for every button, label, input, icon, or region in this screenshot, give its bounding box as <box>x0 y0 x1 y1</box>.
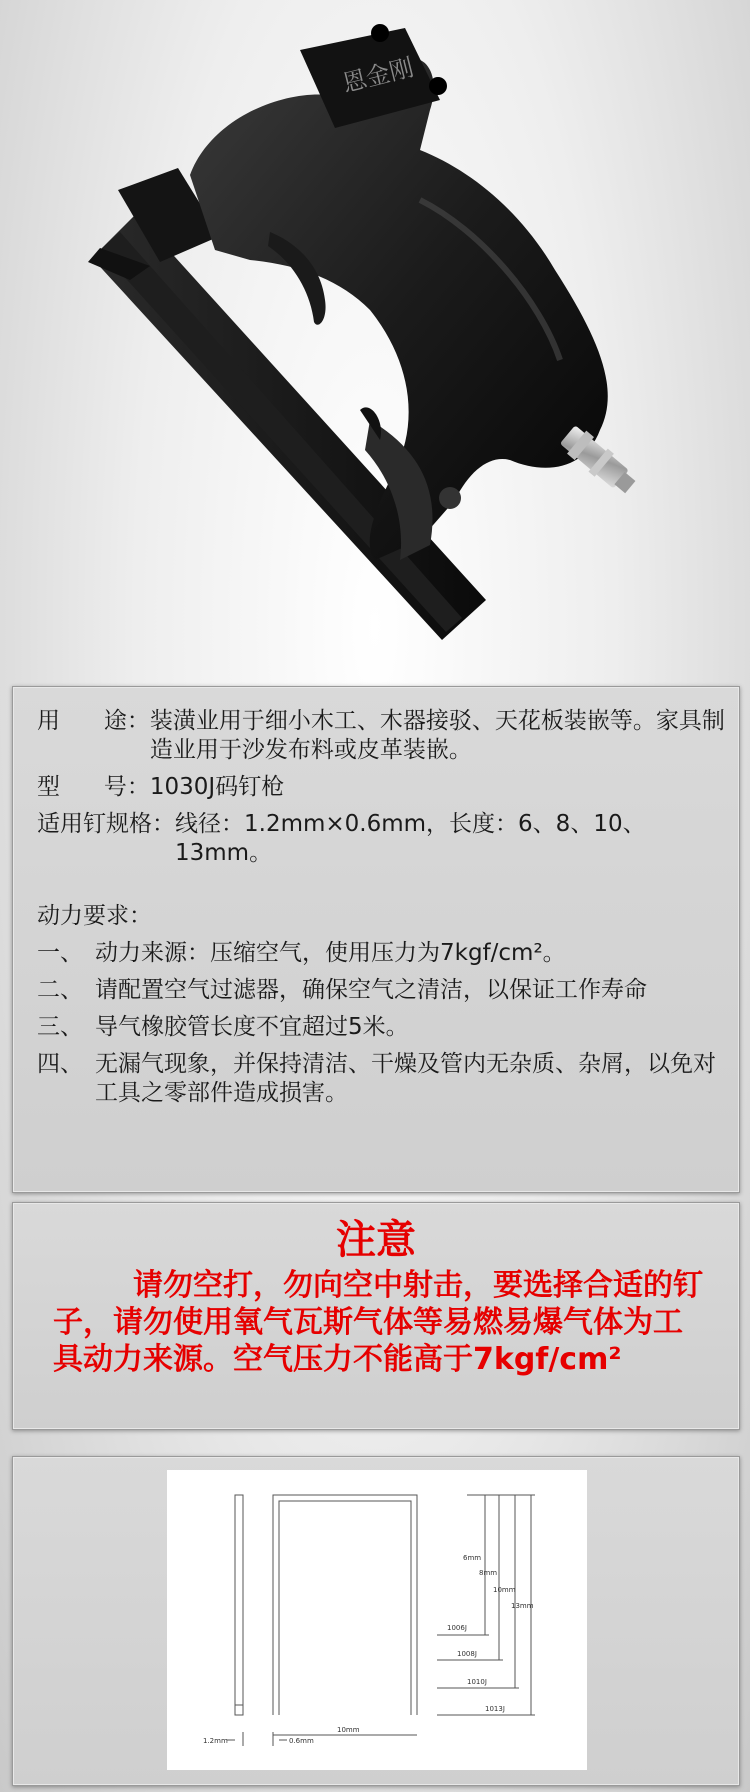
warning-panel <box>12 1202 740 1430</box>
model-1013j: 1013J <box>485 1705 505 1713</box>
nail-spec-row <box>37 810 725 868</box>
item-text: 请配置空气过滤器，确保空气之清洁，以保证工作寿命 <box>95 977 647 1003</box>
spec-panel <box>12 686 740 1193</box>
staple-front-view <box>273 1495 417 1715</box>
dim-8mm: 8mm <box>479 1569 498 1577</box>
power-item <box>37 976 725 1005</box>
dim-10mm: 10mm <box>493 1586 516 1594</box>
dim-thick-0-6mm: 0.6mm <box>289 1737 314 1745</box>
brand-logo-text: 恩金刚 <box>339 53 417 98</box>
usage-text: 装潢业用于细小木工、木器接驳、天花板装嵌等。家具制造业用于沙发布料或皮革装嵌。 <box>149 708 725 763</box>
power-heading: 动力要求： <box>37 903 152 929</box>
staple-diagram-svg <box>167 1470 587 1770</box>
model-value: 1030J码钉枪 <box>149 774 285 800</box>
model-1006j: 1006J <box>447 1624 467 1632</box>
power-item <box>37 1013 725 1042</box>
power-item <box>37 1050 725 1108</box>
item-text: 动力来源：压缩空气，使用压力为7kgf/cm²。 <box>95 940 566 966</box>
item-text: 导气橡胶管长度不宜超过5米。 <box>95 1014 409 1040</box>
warning-title: 注意 <box>336 1216 416 1263</box>
dim-width-10mm: 10mm <box>337 1726 360 1734</box>
staple-dimension-diagram <box>167 1470 587 1770</box>
staple-gun-image <box>0 0 750 680</box>
item-number: 二、 <box>37 977 83 1003</box>
model-1008j: 1008J <box>457 1650 477 1658</box>
item-number: 一、 <box>37 940 83 966</box>
model-1010j: 1010J <box>467 1678 487 1686</box>
diagram-panel <box>12 1456 740 1786</box>
dim-6mm: 6mm <box>463 1554 482 1562</box>
item-text: 无漏气现象，并保持清洁、干燥及管内无杂质、杂屑，以免对工具之零部件造成损害。 <box>95 1051 716 1106</box>
model-label: 型 号： <box>37 774 150 800</box>
item-number: 三、 <box>37 1014 83 1040</box>
dim-13mm: 13mm <box>511 1602 534 1610</box>
dim-wire-1-2mm: 1.2mm <box>203 1737 228 1745</box>
warning-body: 请勿空打，勿向空中射击，要选择合适的钉子，请勿使用氧气瓦斯气体等易燃易爆气体为工具动力来源。空气压力不能高于7kgf/cm² <box>53 1268 703 1377</box>
usage-label: 用 途： <box>37 708 150 734</box>
power-item <box>37 939 725 968</box>
item-number: 四、 <box>37 1051 83 1077</box>
model-row <box>37 773 725 802</box>
nail-spec-label: 适用钉规格： <box>37 811 175 837</box>
usage-row <box>37 707 725 765</box>
nail-spec-value: 线径：1.2mm×0.6mm，长度：6、8、10、13mm。 <box>175 811 646 866</box>
spec-text <box>37 707 725 1116</box>
staple-side-view <box>235 1495 243 1715</box>
product-photo <box>0 0 750 680</box>
